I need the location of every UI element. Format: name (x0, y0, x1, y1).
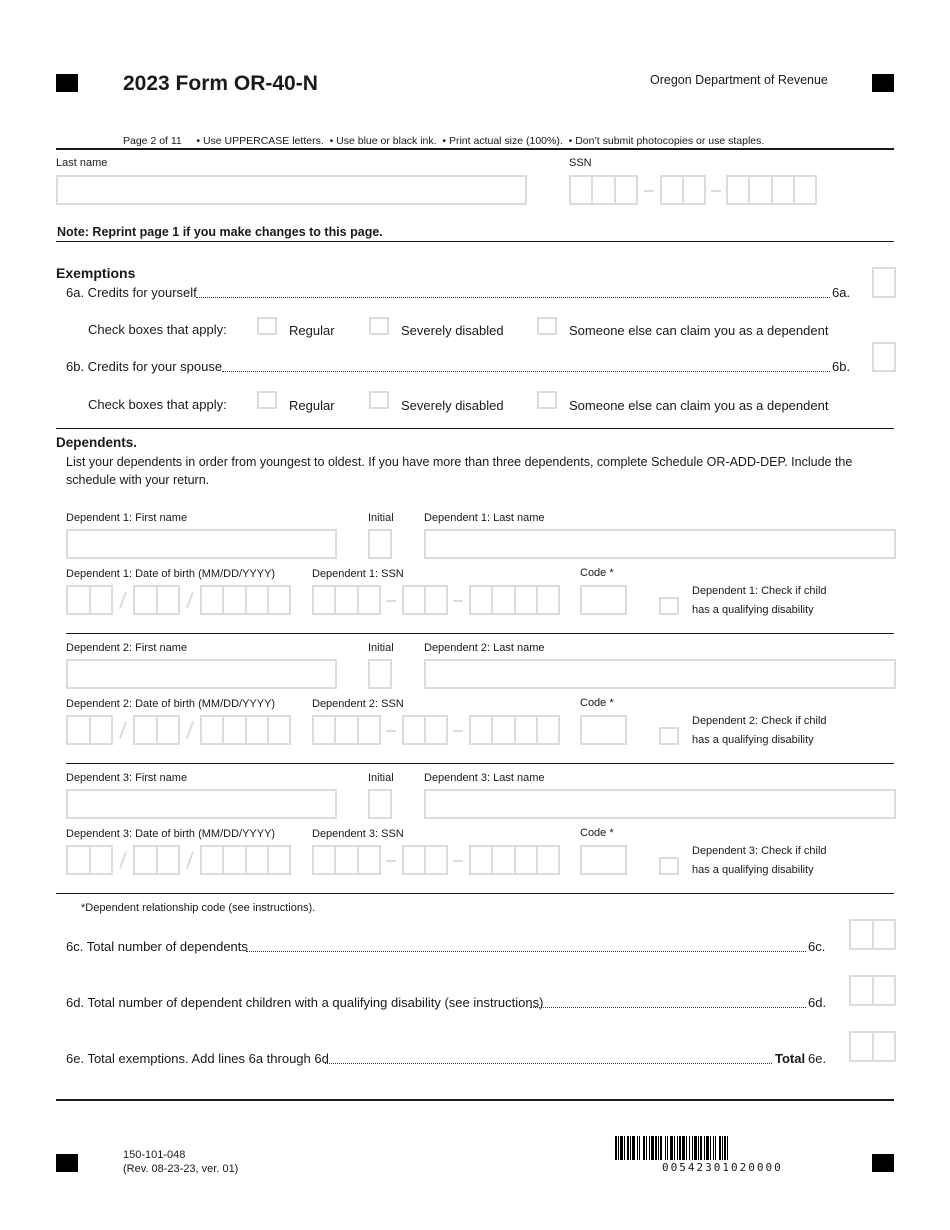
dependent-2-disability-checkbox[interactable] (659, 727, 679, 745)
dependent-2-ssn-input-part2[interactable] (402, 715, 448, 745)
dependent-2-code-label: Code * (580, 697, 614, 709)
divider (56, 241, 894, 242)
dependent-1-code-input[interactable] (580, 585, 627, 615)
instructions-line: Page 2 of 11 • Use UPPERCASE letters. • Use blue or black ink. • Print actual size (100%). • Don’t submit photocopies or use staples. (123, 135, 765, 147)
barcode-number: 00542301020000 (662, 1161, 783, 1174)
line-6b-label: 6b. Credits for your spouse (66, 359, 223, 374)
dependents-intro: schedule with your return. (66, 473, 210, 487)
dependent-1-disability-label: Dependent 1: Check if child (692, 585, 827, 597)
dependent-claim-label: Someone else can claim you as a dependent (569, 323, 829, 338)
dependent-3-first-name-input[interactable] (66, 789, 337, 819)
divider (56, 148, 894, 150)
line-6d-label: 6d. Total number of dependent children with a qualifying disability (see instructions) (66, 995, 544, 1010)
dependent-3-ssn-input-part1[interactable] (312, 845, 381, 875)
ssn-dash (386, 730, 396, 732)
line-6b-input[interactable] (872, 342, 896, 372)
dependent-2-first-name-input[interactable] (66, 659, 337, 689)
dependent-2-dob-year-input[interactable] (200, 715, 291, 745)
dependent-2-block (0, 640, 950, 762)
dependent-3-disability-checkbox[interactable] (659, 857, 679, 875)
dependent-2-last-name-input[interactable] (424, 659, 896, 689)
dependents-intro: List your dependents in order from youngest to oldest. If you have more than three dependents, complete Schedule OR-ADD-DEP. Include the (66, 455, 853, 469)
line-6a-code: 6a. (832, 285, 851, 300)
leader-dots (196, 286, 830, 298)
regular-label: Regular (289, 323, 335, 338)
line-6c-input[interactable] (849, 919, 896, 950)
dependent-1-ssn-input-part3[interactable] (469, 585, 560, 615)
dependent-1-disability-checkbox[interactable] (659, 597, 679, 615)
last-name-label: Last name (56, 157, 108, 169)
dependent-2-initial-label: Initial (368, 642, 394, 654)
dependent-3-disability-label: Dependent 3: Check if child (692, 845, 827, 857)
ssn-dash (453, 860, 463, 862)
registration-mark-top-left (56, 74, 78, 92)
date-slash (186, 851, 194, 869)
check-label: Check boxes that apply: (88, 322, 227, 337)
dependent-2-disability-label: Dependent 2: Check if child (692, 715, 827, 727)
dependent-3-code-input[interactable] (580, 845, 627, 875)
dependent-1-disability-label: has a qualifying disability (692, 604, 814, 616)
ssn-dash (453, 730, 463, 732)
date-slash (119, 851, 127, 869)
6a-dependent-claim-checkbox[interactable] (537, 317, 557, 335)
dependent-2-dob-day-input[interactable] (133, 715, 180, 745)
form-number: 150-101-048 (123, 1149, 186, 1161)
6b-dependent-claim-checkbox[interactable] (537, 391, 557, 409)
dependent-3-dob-label: Dependent 3: Date of birth (MM/DD/YYYY) (66, 828, 276, 840)
leader-dots (222, 360, 830, 372)
dependent-2-dob-label: Dependent 2: Date of birth (MM/DD/YYYY) (66, 698, 276, 710)
line-6b-code: 6b. (832, 359, 851, 374)
divider (66, 763, 894, 764)
date-slash (119, 721, 127, 739)
line-6c-label: 6c. Total number of dependents (66, 939, 248, 954)
dependent-2-first-name-label: Dependent 2: First name (66, 642, 188, 654)
ssn-input-part2[interactable] (660, 175, 706, 205)
line-6d-code: 6d. (808, 995, 827, 1010)
reprint-note: Note: Reprint page 1 if you make changes to this page. (57, 225, 383, 239)
dependent-1-ssn-label: Dependent 1: SSN (312, 568, 404, 580)
divider (56, 893, 894, 894)
regular-label: Regular (289, 398, 335, 413)
dependent-2-code-input[interactable] (580, 715, 627, 745)
dependent-1-dob-day-input[interactable] (133, 585, 180, 615)
date-slash (186, 591, 194, 609)
dependent-3-ssn-label: Dependent 3: SSN (312, 828, 404, 840)
leader-dots (325, 1052, 772, 1064)
dependent-3-dob-month-input[interactable] (66, 845, 113, 875)
dependent-2-ssn-input-part1[interactable] (312, 715, 381, 745)
divider (66, 633, 894, 634)
date-slash (119, 591, 127, 609)
line-6e-label: 6e. Total exemptions. Add lines 6a through 6d (66, 1051, 329, 1066)
dependent-3-first-name-label: Dependent 3: First name (66, 772, 188, 784)
line-6d-input[interactable] (849, 975, 896, 1006)
ssn-input-part3[interactable] (726, 175, 817, 205)
ssn-dash (644, 190, 654, 192)
dependent-3-initial-input[interactable] (368, 789, 392, 819)
relationship-code-footnote: *Dependent relationship code (see instructions). (81, 902, 316, 914)
dependent-claim-label: Someone else can claim you as a dependent (569, 398, 829, 413)
line-6a-label: 6a. Credits for yourself (66, 285, 197, 300)
dependent-3-last-name-input[interactable] (424, 789, 896, 819)
check-label: Check boxes that apply: (88, 397, 227, 412)
ssn-input-part1[interactable] (569, 175, 638, 205)
total-word: Total (775, 1051, 806, 1066)
ssn-dash (386, 600, 396, 602)
leader-dots (530, 996, 806, 1008)
last-name-input[interactable] (56, 175, 527, 205)
line-6a-input[interactable] (872, 267, 896, 298)
dependent-2-ssn-label: Dependent 2: SSN (312, 698, 404, 710)
dependent-1-first-name-label: Dependent 1: First name (66, 512, 188, 524)
6b-regular-checkbox[interactable] (257, 391, 277, 409)
ssn-dash (386, 860, 396, 862)
divider (56, 428, 894, 429)
dependent-3-ssn-input-part3[interactable] (469, 845, 560, 875)
dependent-3-block (0, 770, 950, 892)
line-6e-code: 6e. (808, 1051, 827, 1066)
dependent-3-initial-label: Initial (368, 772, 394, 784)
registration-mark-bottom-right (872, 1154, 894, 1172)
dependent-1-dob-label: Dependent 1: Date of birth (MM/DD/YYYY) (66, 568, 276, 580)
ssn-label: SSN (569, 157, 592, 169)
dependent-2-dob-month-input[interactable] (66, 715, 113, 745)
dependent-1-last-name-label: Dependent 1: Last name (424, 512, 545, 524)
dependent-2-ssn-input-part3[interactable] (469, 715, 560, 745)
registration-mark-bottom-left (56, 1154, 78, 1172)
6a-regular-checkbox[interactable] (257, 317, 277, 335)
dependent-3-last-name-label: Dependent 3: Last name (424, 772, 545, 784)
6a-severely-disabled-checkbox[interactable] (369, 317, 389, 335)
dependent-3-ssn-input-part2[interactable] (402, 845, 448, 875)
dependent-1-block (0, 510, 950, 632)
dependent-1-first-name-input[interactable] (66, 529, 337, 559)
dependent-3-dob-year-input[interactable] (200, 845, 291, 875)
dependent-1-initial-input[interactable] (368, 529, 392, 559)
severely-disabled-label: Severely disabled (401, 323, 504, 338)
dependent-3-disability-label: has a qualifying disability (692, 864, 814, 876)
line-6e-input[interactable] (849, 1031, 896, 1062)
divider (56, 1099, 894, 1101)
registration-mark-top-right (872, 74, 894, 92)
revision-label: (Rev. 08-23-23, ver. 01) (123, 1163, 239, 1175)
dependent-1-initial-label: Initial (368, 512, 394, 524)
dependent-3-code-label: Code * (580, 827, 614, 839)
dependent-3-dob-day-input[interactable] (133, 845, 180, 875)
dependent-2-last-name-label: Dependent 2: Last name (424, 642, 545, 654)
dependent-1-code-label: Code * (580, 567, 614, 579)
6b-severely-disabled-checkbox[interactable] (369, 391, 389, 409)
dependent-1-dob-year-input[interactable] (200, 585, 291, 615)
dependents-heading: Dependents. (56, 435, 138, 450)
dependent-1-dob-month-input[interactable] (66, 585, 113, 615)
date-slash (186, 721, 194, 739)
barcode (615, 1136, 827, 1160)
dependent-1-last-name-input[interactable] (424, 529, 896, 559)
form-title: 2023 Form OR-40-N (123, 72, 318, 95)
line-6c-code: 6c. (808, 939, 826, 954)
dependent-2-initial-input[interactable] (368, 659, 392, 689)
leader-dots (246, 940, 806, 952)
dependent-2-disability-label: has a qualifying disability (692, 734, 814, 746)
severely-disabled-label: Severely disabled (401, 398, 504, 413)
dependent-1-ssn-input-part1[interactable] (312, 585, 381, 615)
agency-name: Oregon Department of Revenue (650, 73, 828, 87)
exemptions-heading: Exemptions (56, 265, 136, 281)
ssn-dash (453, 600, 463, 602)
ssn-dash (711, 190, 721, 192)
dependent-1-ssn-input-part2[interactable] (402, 585, 448, 615)
